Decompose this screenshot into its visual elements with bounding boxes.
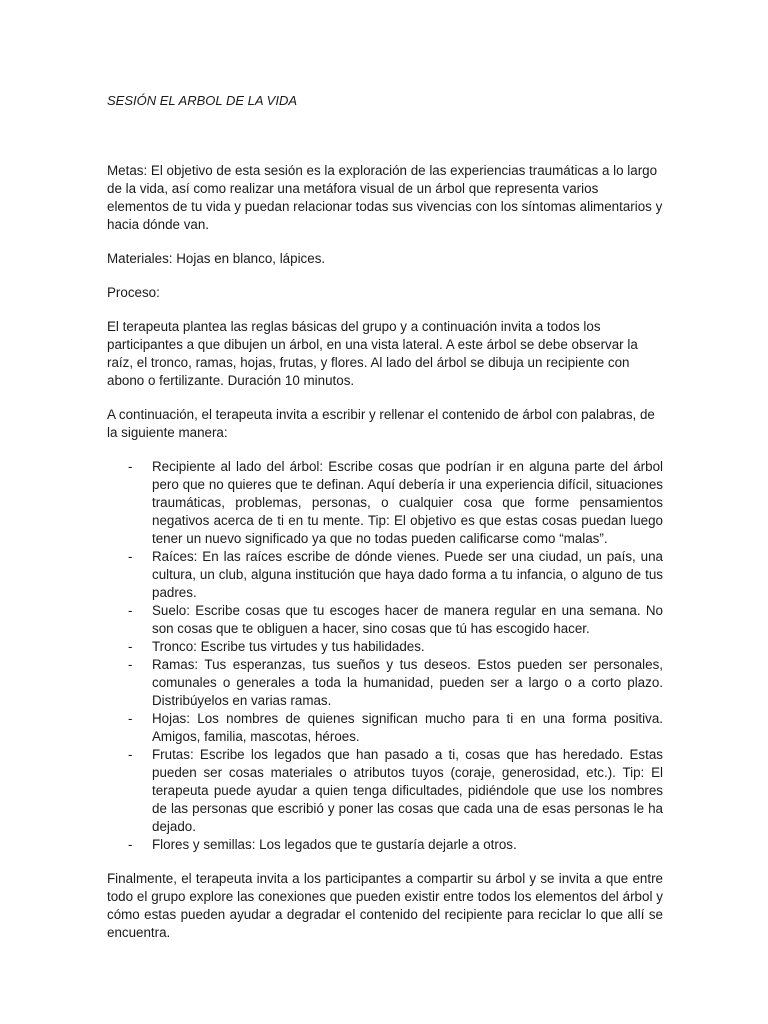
- bullet-dash: -: [128, 549, 133, 564]
- list-item-frutas: [128, 746, 663, 836]
- bullet-dash: -: [128, 459, 133, 474]
- materiales-text: Hojas en blanco, lápices.: [176, 251, 326, 266]
- materiales-paragraph: [107, 250, 663, 268]
- list-item-raices: [128, 548, 663, 602]
- metas-text: El objetivo de esta sesión es la exploración de las experiencias traumáticas a lo largo de la vida, así como realizar una metáfora visual de un árbol que representa varios elementos de tu vida y puedan relacionar todas sus vivencias con los síntomas alimentarios y hacia dónde van.: [107, 163, 663, 232]
- document-title: SESIÓN EL ARBOL DE LA VIDA: [107, 93, 298, 108]
- list-item-tronco: [128, 638, 663, 656]
- list-item-text: Hojas: Los nombres de quienes significan mucho para ti en una forma positiva. Amigos, familia, mascotas, héroes.: [152, 711, 663, 744]
- list-item-text: Suelo: Escribe cosas que tu escoges hacer de manera regular en una semana. No son cosas que te obliguen a hacer, sino cosas que tú has escogido hacer.: [152, 603, 663, 636]
- process-paragraph-1: El terapeuta plantea las reglas básicas del grupo y a continuación invita a todos los participantes a que dibujen un árbol, en una vista lateral. A este árbol se debe observar la raíz, el tronco, ramas, hojas, frutas, y flores. Al lado del árbol se dibuja un recipiente con abono o fertilizante. Duración 10 minutos.: [107, 319, 638, 388]
- list-item-text: Tronco: Escribe tus virtudes y tus habilidades.: [152, 639, 425, 654]
- list-item-ramas: [128, 656, 663, 710]
- document-page: [107, 92, 663, 942]
- list-item-text: Raíces: En las raíces escribe de dónde vienes. Puede ser una ciudad, un país, una cultura, un club, alguna institución que haya dado forma a tu infancia, o alguno de tus padres.: [152, 549, 663, 600]
- list-item-suelo: [128, 602, 663, 638]
- process-paragraph-2: A continuación, el terapeuta invita a escribir y rellenar el contenido de árbol con palabras, de la siguiente manera:: [107, 407, 655, 440]
- metas-label: Metas:: [107, 163, 148, 178]
- materiales-label: Materiales:: [107, 251, 173, 266]
- list-item-text: Frutas: Escribe los legados que han pasado a ti, cosas que has heredado. Estas pueden ser cosas materiales o atributos tuyos (coraje, generosidad, etc.). Tip: El terapeuta puede ayudar a quien tenga dificultades, pidiéndole que use los nombres de las personas que escribió y poner las cosas que cada una de esas personas le ha dejado.: [152, 747, 663, 834]
- bullet-dash: -: [128, 603, 133, 618]
- proceso-label: Proceso:: [107, 285, 160, 300]
- tree-elements-list: [107, 458, 663, 854]
- bullet-dash: -: [128, 747, 133, 762]
- metas-paragraph: [107, 162, 663, 234]
- list-item-recipiente: [128, 458, 663, 548]
- bullet-dash: -: [128, 639, 133, 654]
- bullet-dash: -: [128, 837, 133, 852]
- bullet-dash: -: [128, 711, 133, 726]
- bullet-dash: -: [128, 657, 133, 672]
- list-item-text: Flores y semillas: Los legados que te gustaría dejarle a otros.: [152, 837, 517, 852]
- list-item-text: Ramas: Tus esperanzas, tus sueños y tus deseos. Estos pueden ser personales, comunales o generales a toda la humanidad, pueden ser a largo o a corto plazo. Distribúyelos en varias ramas.: [152, 657, 663, 708]
- list-item-flores: [128, 836, 663, 854]
- list-item-hojas: [128, 710, 663, 746]
- list-item-text: Recipiente al lado del árbol: Escribe cosas que podrían ir en alguna parte del árbol pero que no quieres que te definan. Aquí debería ir una experiencia difícil, situaciones traumáticas, problemas, personas, o cualquier cosa que forme pensamientos negativos acerca de ti en tu mente. Tip: El objetivo es que estas cosas puedan luego tener un nuevo significado ya que no todas pueden calificarse como “malas”.: [152, 459, 663, 546]
- closing-paragraph: Finalmente, el terapeuta invita a los participantes a compartir su árbol y se invita a que entre todo el grupo explore las conexiones que pueden existir entre todos los elementos del árbol y cómo estas pueden ayudar a degradar el contenido del recipiente para reciclar lo que allí se encuentra.: [107, 871, 663, 940]
